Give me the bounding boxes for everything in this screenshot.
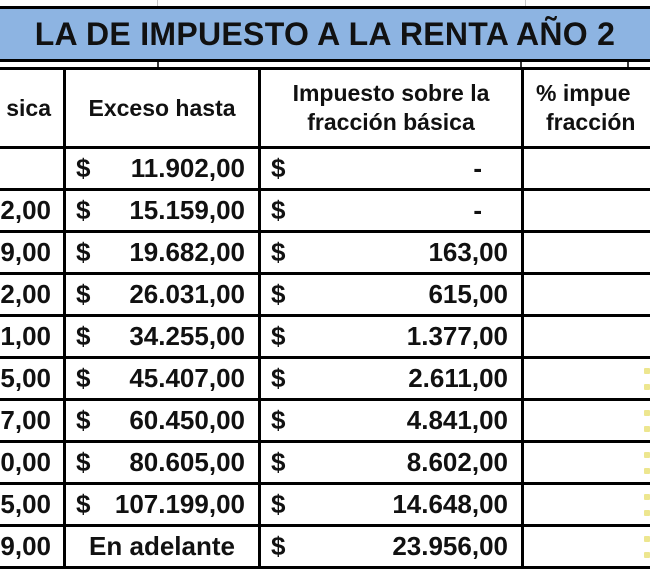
currency-symbol: $ — [271, 321, 286, 351]
clipped-value-fragment — [643, 491, 650, 519]
table-row — [0, 443, 650, 485]
cell-pct-impuesto — [521, 275, 650, 314]
cell-impuesto-fraccion-basica — [258, 233, 521, 272]
cell-value: 163,00 — [428, 237, 508, 267]
cell-value-fragment: 9,00 — [0, 531, 51, 561]
cell-value: 14.648,00 — [392, 489, 508, 519]
table-title: LA DE IMPUESTO A LA RENTA AÑO 2 — [34, 15, 616, 52]
currency-symbol: $ — [271, 447, 286, 477]
cell-value: 34.255,00 — [129, 321, 245, 351]
cell-value: 107.199,00 — [114, 489, 245, 519]
cell-value: - — [473, 153, 482, 183]
cell-fraccion-basica — [0, 443, 63, 482]
cell-fraccion-basica — [0, 191, 63, 230]
cell-impuesto-fraccion-basica — [258, 485, 521, 524]
currency-symbol: $ — [271, 531, 286, 561]
currency-symbol: $ — [271, 195, 286, 225]
cell-impuesto-fraccion-basica — [258, 191, 521, 230]
cell-value: 11.902,00 — [130, 153, 245, 183]
cell-exceso-hasta — [63, 485, 258, 524]
header-label-line1: % impue — [536, 80, 631, 107]
cell-value: 1.377,00 — [406, 321, 508, 351]
cell-impuesto-fraccion-basica — [258, 275, 521, 314]
cell-value: 26.031,00 — [129, 279, 245, 309]
currency-symbol: $ — [271, 363, 286, 393]
cell-pct-impuesto — [521, 191, 650, 230]
tax-table — [0, 67, 650, 569]
cell-value-fragment: 2,00 — [0, 279, 51, 309]
clipped-value-fragment — [643, 533, 650, 561]
cell-pct-impuesto — [521, 359, 650, 398]
cell-value: 8.602,00 — [406, 447, 508, 477]
cell-fraccion-basica — [0, 233, 63, 272]
clipped-value-fragment — [643, 449, 650, 477]
cell-impuesto-fraccion-basica — [258, 359, 521, 398]
currency-symbol: $ — [271, 489, 286, 519]
cell-exceso-hasta — [63, 275, 258, 314]
header-label: sica — [6, 94, 51, 121]
cell-value: 2.611,00 — [408, 363, 508, 393]
table-row — [0, 233, 650, 275]
cell-fraccion-basica — [0, 317, 63, 356]
table-header-row — [0, 70, 650, 149]
cell-pct-impuesto — [521, 149, 650, 188]
cell-pct-impuesto — [521, 527, 650, 566]
cell-exceso-hasta — [63, 317, 258, 356]
clipped-value-fragment — [643, 407, 650, 435]
currency-symbol: $ — [76, 321, 91, 351]
currency-symbol: $ — [76, 153, 91, 183]
cell-impuesto-fraccion-basica — [258, 527, 521, 566]
table-row — [0, 317, 650, 359]
cell-impuesto-fraccion-basica — [258, 401, 521, 440]
header-label-line2: fracción — [546, 109, 636, 135]
table-body — [0, 149, 650, 569]
cell-value: 80.605,00 — [129, 447, 245, 477]
cell-pct-impuesto — [521, 401, 650, 440]
cell-impuesto-fraccion-basica — [258, 443, 521, 482]
table-row — [0, 485, 650, 527]
cell-fraccion-basica — [0, 527, 63, 566]
table-row — [0, 149, 650, 191]
cell-value-fragment — [0, 153, 27, 184]
cell-pct-impuesto — [521, 233, 650, 272]
cell-impuesto-fraccion-basica — [258, 317, 521, 356]
currency-symbol: $ — [76, 279, 91, 309]
currency-symbol: $ — [271, 153, 286, 183]
header-label-line2: fracción básica — [307, 109, 475, 135]
header-fraccion-basica — [0, 70, 63, 146]
cell-impuesto-fraccion-basica — [258, 149, 521, 188]
cell-fraccion-basica — [0, 401, 63, 440]
header-label: Exceso hasta — [88, 94, 236, 121]
cell-value: 19.682,00 — [129, 237, 245, 267]
currency-symbol: $ — [271, 405, 286, 435]
cell-value-fragment: 1,00 — [0, 321, 51, 351]
cell-value: 45.407,00 — [129, 363, 245, 393]
clipped-value-fragment — [643, 365, 650, 393]
table-row — [0, 527, 650, 569]
cell-fraccion-basica — [0, 485, 63, 524]
cell-exceso-hasta — [63, 443, 258, 482]
cell-value: - — [473, 195, 482, 225]
cell-pct-impuesto — [521, 317, 650, 356]
table-row — [0, 401, 650, 443]
cell-value: 60.450,00 — [129, 405, 245, 435]
currency-symbol: $ — [76, 237, 91, 267]
currency-symbol: $ — [76, 363, 91, 393]
cell-value: 15.159,00 — [129, 195, 245, 225]
table-title-bar — [0, 6, 650, 62]
cell-value-fragment: 9,00 — [0, 237, 51, 267]
cell-value: 615,00 — [428, 279, 508, 309]
table-row — [0, 191, 650, 233]
currency-symbol: $ — [76, 195, 91, 225]
cell-value: 23.956,00 — [392, 531, 508, 561]
cell-value: En adelante — [89, 531, 235, 561]
cell-value-fragment: 7,00 — [0, 405, 51, 435]
header-label-line1: Impuesto sobre la — [292, 80, 490, 107]
currency-symbol: $ — [76, 489, 91, 519]
cell-fraccion-basica — [0, 359, 63, 398]
table-row — [0, 359, 650, 401]
cell-value: 4.841,00 — [406, 405, 508, 435]
cell-pct-impuesto — [521, 443, 650, 482]
header-pct-impuesto-fraccion-excedente — [521, 70, 650, 146]
cell-value-fragment: 5,00 — [0, 489, 51, 519]
cell-exceso-hasta — [63, 401, 258, 440]
currency-symbol: $ — [271, 279, 286, 309]
currency-symbol: $ — [271, 237, 286, 267]
currency-symbol: $ — [76, 405, 91, 435]
cell-exceso-hasta — [63, 527, 258, 566]
table-row — [0, 275, 650, 317]
cell-exceso-hasta — [63, 233, 258, 272]
cell-exceso-hasta — [63, 149, 258, 188]
cell-value-fragment: 2,00 — [0, 195, 51, 225]
cell-fraccion-basica — [0, 149, 63, 188]
cell-exceso-hasta — [63, 359, 258, 398]
currency-symbol: $ — [76, 447, 91, 477]
cell-exceso-hasta — [63, 191, 258, 230]
cell-value-fragment: 0,00 — [0, 447, 51, 477]
cell-value-fragment: 5,00 — [0, 363, 51, 393]
header-exceso-hasta — [63, 70, 258, 146]
cell-fraccion-basica — [0, 275, 63, 314]
header-impuesto-fraccion-basica — [258, 70, 521, 146]
cell-pct-impuesto — [521, 485, 650, 524]
